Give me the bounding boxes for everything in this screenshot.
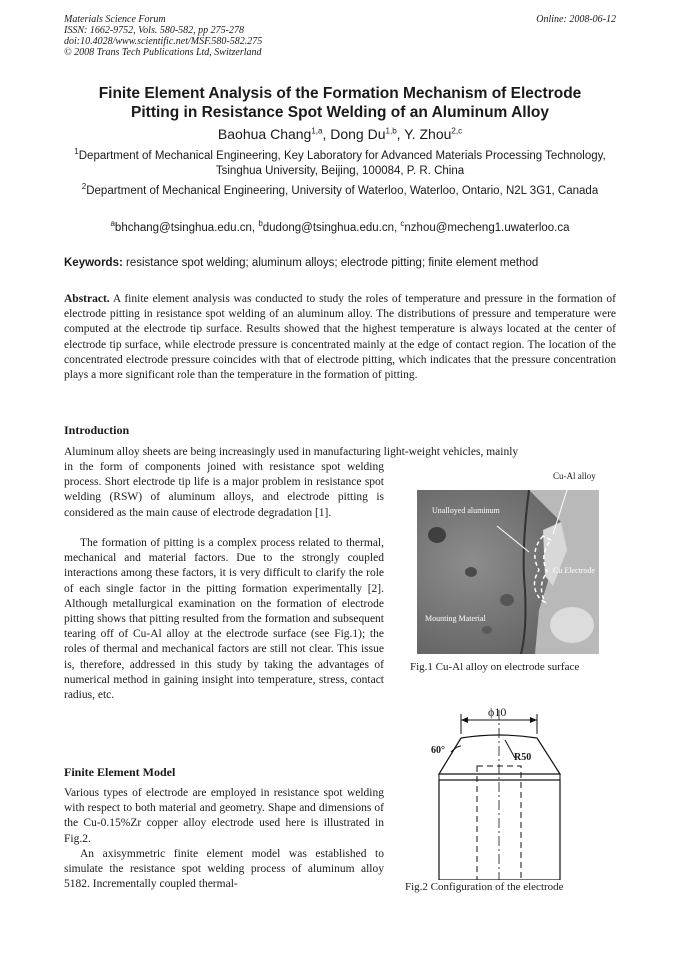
abstract-label: Abstract. (64, 293, 110, 305)
intro-paragraph-1: in the form of components joined with resistance spot welding process. Short electrode tip life is a major problem in resistance spot welding (RSW) of aluminum alloys, and electrode pitting is considered as the main cause of electrode degradation [1]. (64, 461, 384, 519)
email-sup: a (110, 219, 115, 229)
figure-1-caption: Fig.1 Cu-Al alloy on electrode surface (410, 661, 580, 673)
dimension-diameter: ϕ10 (488, 705, 507, 719)
author-sep: , (396, 126, 405, 142)
figure-2 (415, 700, 595, 880)
keywords (64, 257, 616, 269)
running-header (64, 14, 616, 58)
abstract-text: A finite element analysis was conducted to study the roles of temperature and pressure in the formation of electrode pitting in resistance spot welding of an aluminum alloy. The distributions of pressure and temperature were computed at the electrode tip surface. Results showed that the highest temperature is always located at the center of electrode tip surface, while electrode pressure is concentrated mainly at the edge of contact region. The location of the concentrated electrode pressure coincides with that of electrode pitting, which indicates that the pressure concentration plays a more significant role than the temperature in the formation of pitting. (64, 293, 616, 382)
author-name: Y. Zhou (404, 126, 452, 142)
copyright-line: © 2008 Trans Tech Publications Ltd, Switzerland (64, 47, 262, 58)
label-mounting-material: Mounting Material (425, 614, 486, 623)
author-sup: 2,c (451, 126, 463, 136)
author-name: Dong Du (330, 126, 386, 142)
online-date: Online: 2008-06-12 (536, 14, 616, 25)
electrode-drawing (415, 700, 595, 880)
email-link[interactable]: nzhou@mecheng1.uwaterloo.ca (404, 222, 570, 234)
intro-first-line: Aluminum alloy sheets are being increasingly used in manufacturing light-weight vehicles, mainly (64, 446, 519, 458)
doi-line: doi:10.4028/www.scientific.net/MSF.580-582.275 (64, 36, 263, 47)
paper-title (64, 84, 616, 122)
author-sup: 1,a (311, 126, 323, 136)
title-line-2: Pitting in Resistance Spot Welding of an Aluminum Alloy (131, 104, 549, 121)
author-list (64, 126, 616, 142)
label-unalloyed-aluminum: Unalloyed aluminum (432, 506, 500, 515)
email-sup: b (258, 219, 263, 229)
author-name: Baohua Chang (217, 126, 312, 142)
affiliation-text: Department of Mechanical Engineering, University of Waterloo, Waterloo, Ontario, N2L 3G1, Canada (86, 185, 599, 197)
label-cu-electrode: Cu Electrode (553, 566, 595, 575)
issn-line: ISSN: 1662-9752, Vols. 580-582, pp 275-278 (64, 25, 244, 36)
affiliation-1 (70, 149, 610, 179)
title-line-1: Finite Element Analysis of the Formation Mechanism of Electrode (98, 85, 582, 102)
label-cu-al-alloy: Cu-Al alloy (553, 471, 596, 481)
author-sup: 1,b (385, 126, 397, 136)
abstract (64, 292, 616, 383)
author-sep: , (322, 126, 331, 142)
figure-2-caption: Fig.2 Configuration of the electrode (405, 881, 564, 893)
email-link[interactable]: dudong@tsinghua.edu.cn, (262, 222, 401, 234)
keywords-text: resistance spot welding; aluminum alloys; electrode pitting; finite element method (122, 257, 539, 269)
figure-1 (417, 468, 599, 654)
email-sup: c (400, 219, 405, 229)
affiliation-sup: 2 (81, 182, 87, 192)
fem-paragraph-1: Various types of electrode are employed in resistance spot welding with respect to both material and geometry. Shape and dimensions of the Cu-0.15%Zr copper alloy electrode used here is illustrated in Fig.2. (64, 787, 384, 845)
dimension-angle: 60° (431, 745, 445, 756)
section-heading-fem: Finite Element Model (64, 765, 176, 779)
intro-paragraph-2: The formation of pitting is a complex process related to thermal, mechanical and material factors. Due to the strongly coupled interactions among these factors, it is very difficult to clarify the role of each single factor in the pitting formation experimentally [2]. Although metallurgical examination on the formation of electrode pitting shows that pitting resulted from the formation and subsequent tearing off of Cu-Al alloy at the electrode surface (see Fig.1); the roles of thermal and mechanical factors are still not clear. This issue is, therefore, addressed in this study by taking the advantages of numerical method in gaining insight into temperature, stress, contact radius, etc. (64, 537, 384, 702)
journal-name: Materials Science Forum (64, 14, 166, 25)
micrograph-image (417, 490, 599, 654)
affiliation-text: Department of Mechanical Engineering, Key Laboratory for Advanced Materials Processing Technology, Tsinghua University, Beijing, 100084, P. R. China (78, 150, 606, 177)
fem-paragraph-2: An axisymmetric finite element model was established to simulate the resistance spot welding process of aluminum alloy 5182. Incrementally coupled thermal- (64, 848, 384, 891)
dimension-radius: R50 (514, 752, 532, 763)
keywords-label: Keywords: (64, 257, 123, 269)
section-heading-introduction: Introduction (64, 423, 130, 437)
affiliation-2 (70, 184, 610, 199)
author-emails (64, 219, 616, 234)
affiliation-sup: 1 (74, 147, 79, 157)
email-link[interactable]: bhchang@tsinghua.edu.cn, (114, 222, 259, 234)
